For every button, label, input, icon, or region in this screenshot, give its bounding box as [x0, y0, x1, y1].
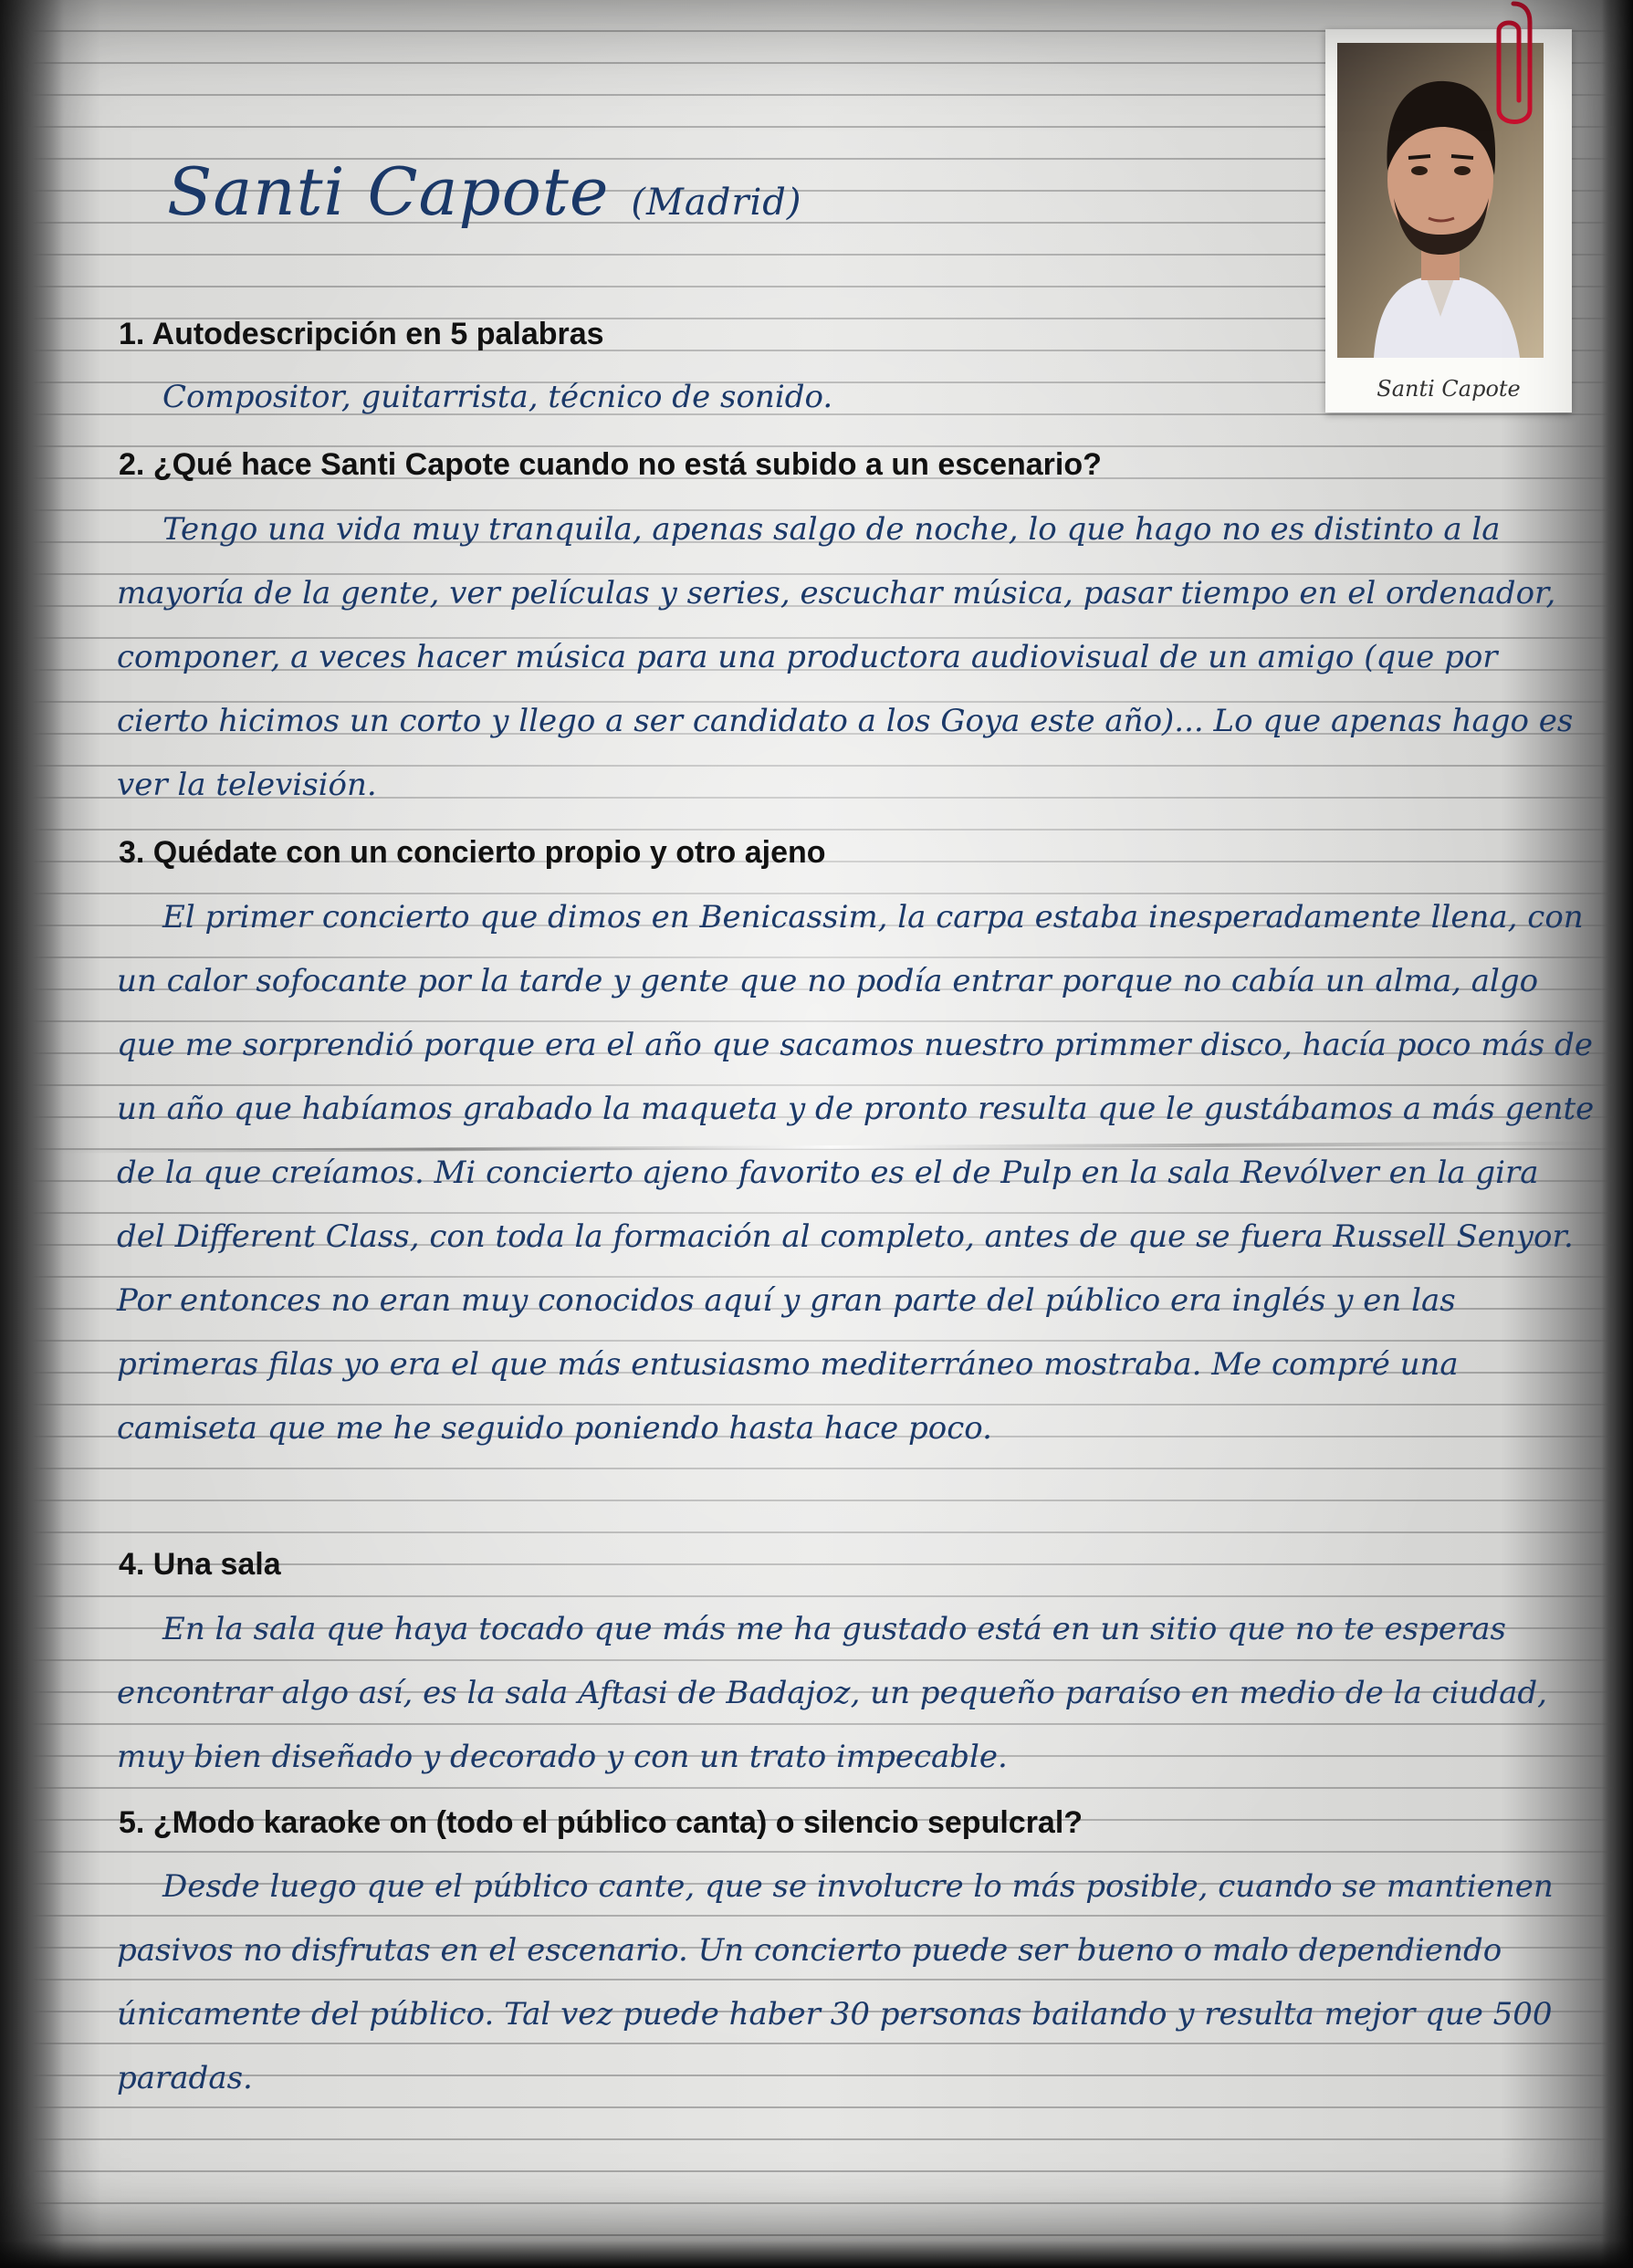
question-3-heading: 3. Quédate con un concierto propio y otro ajeno	[119, 835, 826, 870]
answer-1: Compositor, guitarrista, técnico de sonido.	[162, 379, 833, 415]
photo-caption: Santi Capote	[1377, 376, 1521, 402]
answer-2: Tengo una vida muy tranquila, apenas salgo de noche, lo que hago no es distinto a la mayoría de la gente, ver películas y series, escuchar música, pasar tiempo en el ordenador, componer, a veces hacer música para una productora audiovisual de un amigo (que por cierto hicimos un corto y llego a ser candidato a los Goya este año)... Lo que apenas hago es ver la televisión.	[117, 511, 1574, 803]
question-1-heading: 1. Autodescripción en 5 palabras	[119, 317, 604, 351]
answer-4: En la sala que haya tocado que más me ha gustado está en un sitio que no te esperas encontrar algo así, es la sala Aftasi de Badajoz, un pequeño paraíso en medio de la ciudad, muy bien diseñado y decorado y con un trato impecable.	[117, 1611, 1547, 1775]
answer-5: Desde luego que el público cante, que se involucre lo más posible, cuando se mantienen pasivos no disfrutas en el escenario. Un concierto puede ser bueno o malo dependiendo únicamente del público. Tal vez puede haber 30 personas bailando y resulta mejor que 500 paradas.	[117, 1868, 1554, 2096]
question-2-heading: 2. ¿Qué hace Santi Capote cuando no está subido a un escenario?	[119, 447, 1102, 482]
page-title	[167, 153, 802, 230]
question-4-heading: 4. Una sala	[119, 1547, 281, 1582]
question-5-heading: 5. ¿Modo karaoke on (todo el público canta) o silencio sepulcral?	[119, 1805, 1083, 1840]
paperclip-icon	[1486, 0, 1541, 137]
page-bottom-shadow	[0, 2241, 1633, 2268]
answer-3: El primer concierto que dimos en Benicassim, la carpa estaba inesperadamente llena, con un calor sofocante por la tarde y gente que no podía entrar porque no cabía un alma, algo que me sorprendió porque era el año que sacamos nuestro primmer disco, hacía poco más de un año que habíamos grabado la maqueta y de pronto resulta que le gustábamos a más gente de la que creíamos. Mi concierto ajeno favorito es el de Pulp en la sala Revólver en la gira del Different Class, con toda la formación al completo, antes de que se fuera Russell Senyor. Por entonces no eran muy conocidos aquí y gran parte del público era inglés y en las primeras filas yo era el que más entusiasmo mediterráneo mostraba. Me compré una camiseta que me he seguido poniendo hasta hace poco.	[117, 899, 1595, 1447]
artist-name: Santi Capote	[167, 153, 610, 230]
page-left-shadow	[0, 0, 64, 2268]
page-right-shadow	[1602, 0, 1633, 2268]
artist-location: (Madrid)	[631, 182, 802, 224]
